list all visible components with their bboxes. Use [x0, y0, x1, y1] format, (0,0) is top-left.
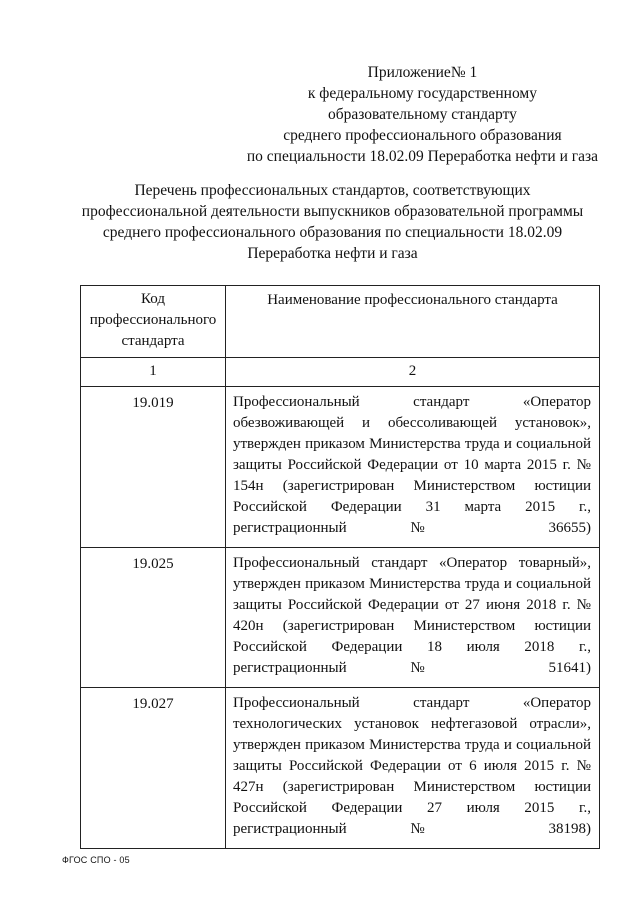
standard-code: 19.027 [81, 688, 226, 849]
footer-label: ФГОС СПО - 05 [62, 855, 130, 865]
appendix-line: Приложение№ 1 [367, 64, 478, 81]
document-title: Перечень профессиональных стандартов, соответствующих профессиональной деятельности выпускников образовательной программы среднего профессионального образования по специальности 18.02.09 Переработка нефти и газа [81, 182, 584, 262]
standard-code: 19.019 [81, 387, 226, 548]
table-header-row [81, 286, 600, 358]
appendix-line: образовательному стандарту [327, 106, 517, 123]
header-name: Наименование профессионального стандарта [226, 286, 600, 358]
table-row [81, 387, 600, 548]
column-number-row [81, 358, 600, 387]
appendix-line: по специальности 18.02.09 Переработка нефти и газа [246, 148, 598, 165]
column-number: 1 [81, 358, 226, 387]
standard-name: Профессиональный стандарт «Оператор обезвоживающей и обессоливающей установок», утвержден приказом Министерства труда и социальной защиты Российской Федерации от 10 марта 2015 г. № 154н (зарегистрирован Министерством юстиции Российской Федерации 31 марта 2015 г., регистрационный № 36655) [226, 387, 600, 548]
standard-name: Профессиональный стандарт «Оператор товарный», утвержден приказом Министерства труда и социальной защиты Российской Федерации от 27 июня 2018 г. № 420н (зарегистрирован Министерством юстиции Российской Федерации 18 июля 2018 г., регистрационный № 51641) [226, 548, 600, 688]
table-row [81, 548, 600, 688]
standard-code: 19.025 [81, 548, 226, 688]
standards-table [80, 285, 600, 849]
appendix-header [247, 62, 598, 167]
appendix-line: к федеральному государственному [307, 85, 537, 102]
column-number: 2 [226, 358, 600, 387]
table-row [81, 688, 600, 849]
appendix-line: среднего профессионального образования [283, 127, 562, 144]
header-code: Код профессионального стандарта [81, 286, 226, 358]
standard-name: Профессиональный стандарт «Оператор технологических установок нефтегазовой отрасли», утвержден приказом Министерства труда и социальной защиты Российской Федерации от 6 июля 2015 г. № 427н (зарегистрирован Министерством юстиции Российской Федерации 27 июля 2015 г., регистрационный № 38198) [226, 688, 600, 849]
